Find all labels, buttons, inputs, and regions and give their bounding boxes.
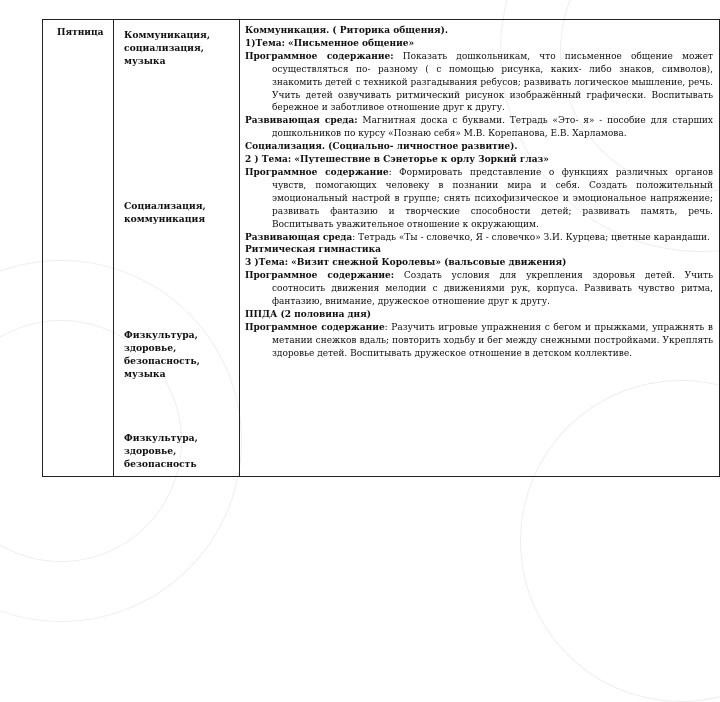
activity-label-1: Коммуникация, социализация, музыка	[124, 30, 211, 67]
activity-label-4: Физкультура, здоровье, безопасность	[124, 433, 198, 470]
section-2-env-label: Развивающая среда	[245, 232, 353, 243]
section-2-env-text: : Тетрадь «Ты - словечко, Я - словечко» З.И. Курцева; цветные карандаши.	[352, 232, 710, 243]
section-1-goal-text: Показать дошкольникам, что письменное общение может осуществляться по- разному ( с помощью рисунка, каких- либо знаков, символов), знакомить детей с техникой разгадывания ребусов; развивать логическое мышление, речь. Учить детей озвучивать ритмический рисунок изображённый графически. Воспитывать бережное и заботливое отношение друг к другу.	[272, 51, 713, 114]
section-1-env-text: Магнитная доска с буквами. Тетрадь «Это- я» - пособие для старших дошкольников по курсу «Познаю себя» М.В. Корепанова, Е.В. Харламова.	[272, 116, 713, 140]
activity-label-2: Социализация, коммуникация	[124, 201, 206, 225]
section-2-goal-label: Программное содержание	[245, 167, 389, 178]
section-4-goal-label: Программное содержание	[245, 322, 385, 333]
section-1-env-label: Развивающая среда:	[245, 116, 358, 127]
section-4-goal-text: : Разучить игровые упражнения с бегом и прыжками, упражнять в метании снежков вдаль; повторить ходьбу и бег между снежными постройками. Укреплять здоровье детей. Воспитывать дружеское отношение в детском коллективе.	[272, 322, 713, 359]
activities-cell	[114, 20, 240, 477]
section-3-topic: 3 )Тема: «Визит снежной Королевы» (вальсовые движения)	[245, 258, 567, 269]
section-1-goal-label: Программное содержание:	[245, 51, 394, 62]
section-1-heading: Коммуникация. ( Риторика общения).	[245, 26, 449, 36]
table-row	[43, 20, 720, 477]
day-cell	[43, 20, 114, 477]
section-2-topic: 2 ) Тема: «Путешествие в Сэнеторье к орлу Зоркий глаз»	[245, 155, 549, 166]
section-3-heading: Ритмическая гимнастика	[245, 245, 381, 256]
schedule-table	[42, 19, 720, 477]
section-2-goal-text: : Формировать представление о функциях различных органов чувств, помогающих человеку в познании мира и себя. Создать положительный эмоциональный настрой в группе; снять психофизическое и эмоциональное напряжение; развивать фантазию и творческие способности детей; развивать память, речь. Воспитывать уважительное отношение к окружающим.	[272, 167, 714, 230]
section-4-heading: ППДА (2 половина дня)	[245, 309, 372, 320]
activity-label-3: Физкультура, здоровье, безопасность, музыка	[124, 330, 200, 380]
day-label: Пятница	[57, 28, 104, 38]
section-3-goal-label: Программное содержание:	[245, 271, 395, 282]
lesson-content	[240, 20, 719, 361]
section-1-topic: 1)Тема: «Письменное общение»	[245, 38, 415, 49]
section-2-heading: Социализация. (Социально- личностное развитие).	[245, 142, 518, 153]
section-3-goal-text: Создать условия для укрепления здоровья детей. Учить соотносить движения мелодии с движениями рук, корпуса. Развивать чувство ритма, фантазию, внимание, дружеское отношение друг к другу.	[272, 271, 713, 308]
content-cell	[240, 20, 720, 477]
